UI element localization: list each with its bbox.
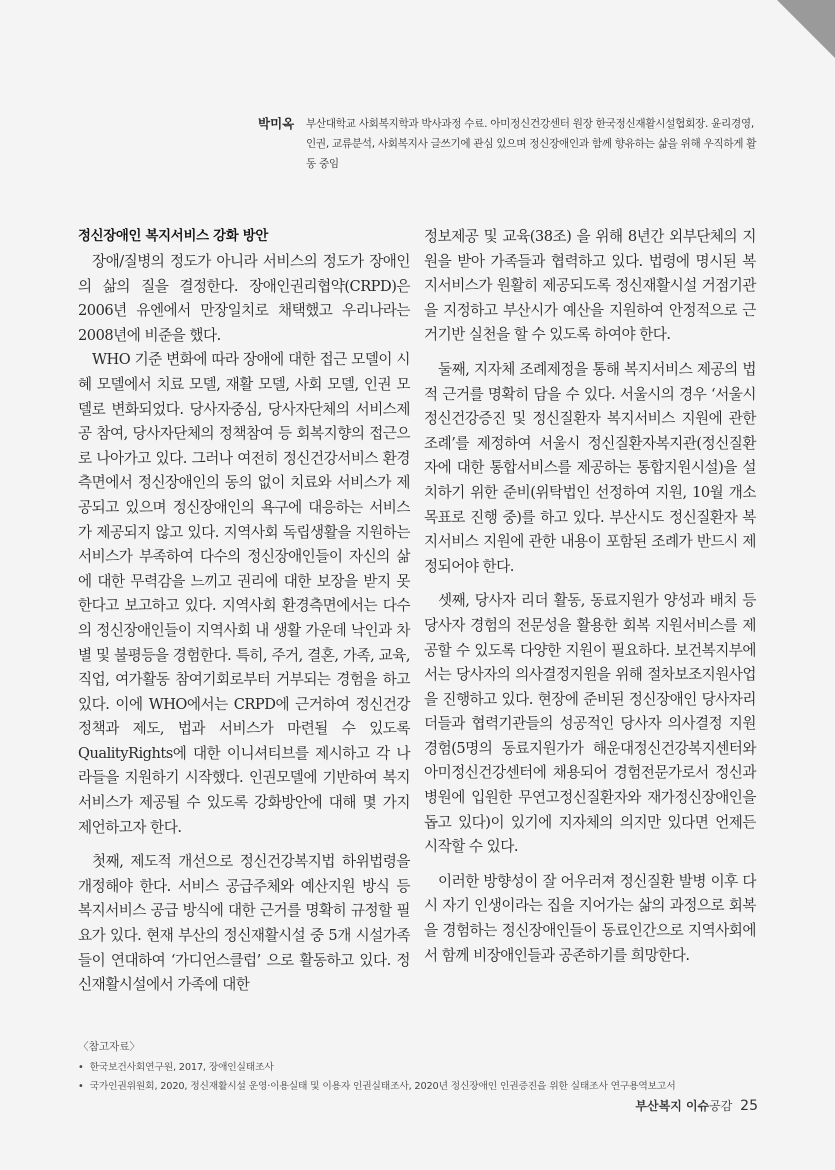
author-bio: 부산대학교 사회복지학과 박사과정 수료. 아미정신건강센터 원장 한국정신재활시설협회장. 윤리경영, 인권, 교류분석, 사회복지사 글쓰기에 관심 있으며 정신장애인과 함께 향유하는 삶을 위해 우직하게 활동 중임 xyxy=(306,118,757,170)
reference-item: • 국가인권위원회, 2020, 정신재활시설 운영·이용실태 및 이용자 인권실태조사, 2020년 정신장애인 인권증진을 위한 실태조사 연구용역보고서 xyxy=(78,1077,758,1096)
paragraph: 장애/질병의 정도가 아니라 서비스의 정도가 장애인의 삶의 질을 결정한다. 장애인권리협약(CRPD)은 2006년 유엔에서 만장일치로 채택했고 우리나라는 2008년에 비준을 했다. xyxy=(78,253,410,344)
paragraph: 정보제공 및 교육(38조) 을 위해 8년간 외부단체의 지원을 받아 가족들과 협력하고 있다. 법령에 명시된 복지서비스가 원활히 제공되도록 정신재활시설 거점기관을 지정하고 부산시가 예산을 지원하여 안정적으로 근거기반 실천을 할 수 있도록 하여야 한다. xyxy=(424,228,756,344)
references-title: 〈참고자료〉 xyxy=(78,1041,141,1053)
article-right-column xyxy=(424,225,756,968)
references xyxy=(78,1038,758,1096)
references-list xyxy=(78,1058,758,1096)
author-name: 박미옥 xyxy=(258,116,295,131)
article-left-column xyxy=(78,225,410,998)
footer-suffix: 공감 xyxy=(709,1099,733,1113)
paragraph: 둘째, 지자체 조례제정을 통해 복지서비스 제공의 법적 근거를 명확히 담을 수 있다. 서울시의 경우 ‘서울시 정신건강증진 및 정신질환자 복지서비스 지원에 관한 조례’를 제정하여 서울시 정신질환자복지관(정신질환자에 대한 통합서비스를 제공하는 통합지원시설)을 설치하기 위한 준비(위탁법인 선정하여 지원, 10월 개소 목표로 진행 중)를 하고 있다. 부산시도 정신질환자 복지서비스 지원에 관한 내용이 포함된 조례가 반드시 제정되어야 한다. xyxy=(424,360,756,575)
paragraph: 첫째, 제도적 개선으로 정신건강복지법 하위법령을 개정해야 한다. 서비스 공급주체와 예산지원 방식 등 복지서비스 공급 방식에 대한 근거를 명확히 규정할 필요가 있다. 현재 부산의 정신재활시설 중 5개 시설가족들이 연대하여 ‘가디언스클럽’ 으로 활동하고 있다. 정신재활시설에서 가족에 대한 xyxy=(78,853,410,994)
author-block xyxy=(258,114,758,174)
paragraph: 셋째, 당사자 리더 활동, 동료지원가 양성과 배치 등 당사자 경험의 전문성을 활용한 회복 지원서비스를 제공할 수 있도록 다양한 지원이 필요하다. 보건복지부에서는 당사자의 의사결정지원을 위해 절차보조지원사업을 진행하고 있다. 현장에 준비된 정신장애인 당사자리더들과 협력기관들의 성공적인 당사자 의사결정 지원경험(5명의 동료지원가가 해운대정신건강복지센터와 아미정신건강센터에 채용되어 경험전문가로서 정신과병원에 입원한 무연고정신질환자와 재가정신장애인을 돕고 있다)이 있기에 지자체의 의지만 있다면 언제든 시작할 수 있다. xyxy=(424,592,756,856)
page-footer xyxy=(635,1097,758,1114)
paragraph: WHO 기준 변화에 따라 장애에 대한 접근 모델이 시혜 모델에서 치료 모델, 재활 모델, 사회 모델, 인권 모델로 변화되었다. 당사자중심, 당사자단체의 서비스제공 참여, 당사자단체의 정책참여 등 회복지향의 접근으로 나아가고 있다. 그러나 여전히 정신건강서비스 환경 측면에서 정신장애인의 동의 없이 치료와 서비스가 제공되고 있으며 정신장애인의 욕구에 대응하는 서비스가 제공되지 않고 있다. 지역사회 독립생활을 지원하는 서비스가 부족하여 다수의 정신장애인들이 자신의 삶에 대한 무력감을 느끼고 권리에 대한 보장을 받지 못한다고 보고하고 있다. 지역사회 환경측면에서는 다수의 정신장애인들이 지역사회 내 생활 가운데 낙인과 차별 및 불평등을 경험한다. 특히, 주거, 결혼, 가족, 교육, 직업, 여가활동 참여기회로부터 거부되는 경험을 하고 있다. 이에 WHO에서는 CRPD에 근거하여 정신건강 정책과 제도, 법과 서비스가 마련될 수 있도록 QualityRights에 대한 이니셔티브를 제시하고 각 나라들을 지원하기 시작했다. 인권모델에 기반하여 복지서비스가 제공될 수 있도록 강화방안에 대해 몇 가지 제언하고자 한다. xyxy=(78,351,410,836)
footer-brand: 부산복지 이슈 xyxy=(635,1099,710,1113)
page-number: 25 xyxy=(740,1098,758,1114)
section-heading: 정신장애인 복지서비스 강화 방안 xyxy=(78,229,268,244)
reference-item: • 한국보건사회연구원, 2017, 장애인실태조사 xyxy=(78,1058,758,1077)
page-corner-fold xyxy=(777,0,835,58)
paragraph: 이러한 방향성이 잘 어우러져 정신질환 발병 이후 다시 자기 인생이라는 집을 지어가는 삶의 과정으로 회복을 경험하는 정신장애인들이 동료인간으로 지역사회에서 함께 비장애인들과 공존하기를 희망한다. xyxy=(424,872,756,964)
